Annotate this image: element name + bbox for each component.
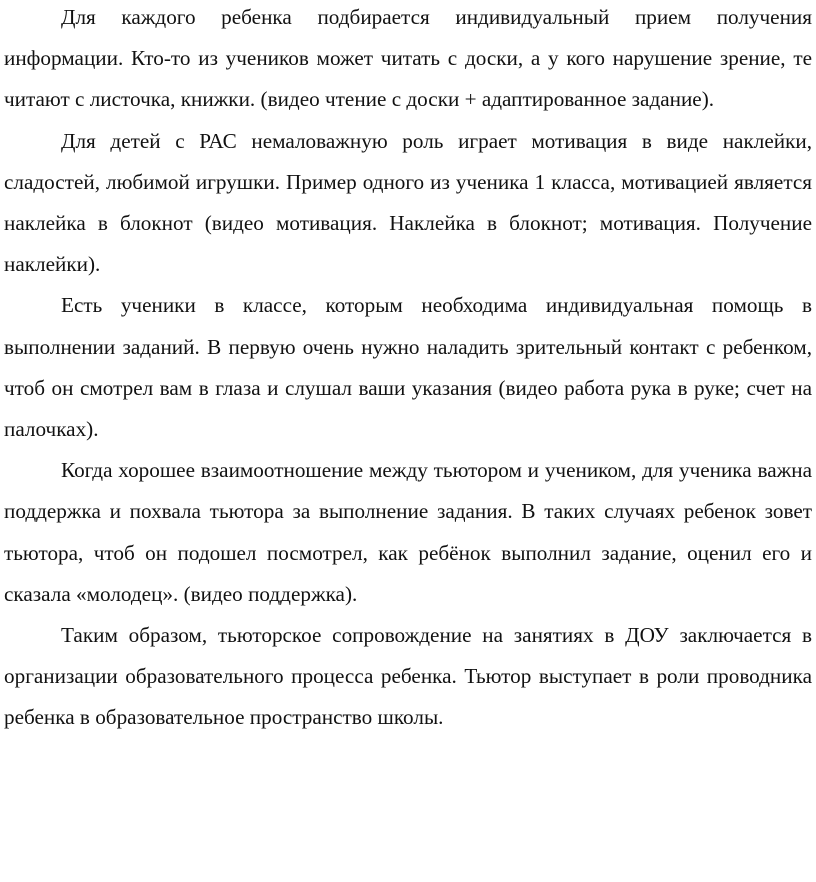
paragraph-support-praise: Когда хорошее взаимоотношение между тьютором и учеником, для ученика важна поддержка и похвала тьютора за выполнение задания. В таких случаях ребенок зовет тьютора, чтоб он подошел посмотрел, как ребёнок выполнил задание, оценил его и сказала «молодец». (видео поддержка).: [4, 458, 812, 606]
paragraph-individual-approach: Для каждого ребенка подбирается индивидуальный прием получения информации. Кто-то из учеников может читать с доски, а у кого нарушение зрение, те читают с листочка, книжки. (видео чтение с доски + адаптированное задание).: [4, 5, 812, 112]
paragraph-individual-help: Есть ученики в классе, которым необходима индивидуальная помощь в выполнении заданий. В первую очень нужно наладить зрительный контакт с ребенком, чтоб он смотрел вам в глаза и слушал ваши указания (видео работа рука в руке; счет на палочках).: [4, 293, 812, 442]
paragraph-conclusion: Таким образом, тьюторское сопровождение на занятиях в ДОУ заключается в организации образовательного процесса ребенка. Тьютор выступает в роли проводника ребенка в образовательное пространство школы.: [4, 623, 812, 730]
paragraph-motivation: Для детей с РАС немаловажную роль играет мотивация в виде наклейки, сладостей, любимой игрушки. Пример одного из ученика 1 класса, мотивацией является наклейка в блокнот (видео мотивация. Наклейка в блокнот; мотивация. Получение наклейки).: [4, 128, 812, 277]
document-body: [4, 0, 812, 739]
